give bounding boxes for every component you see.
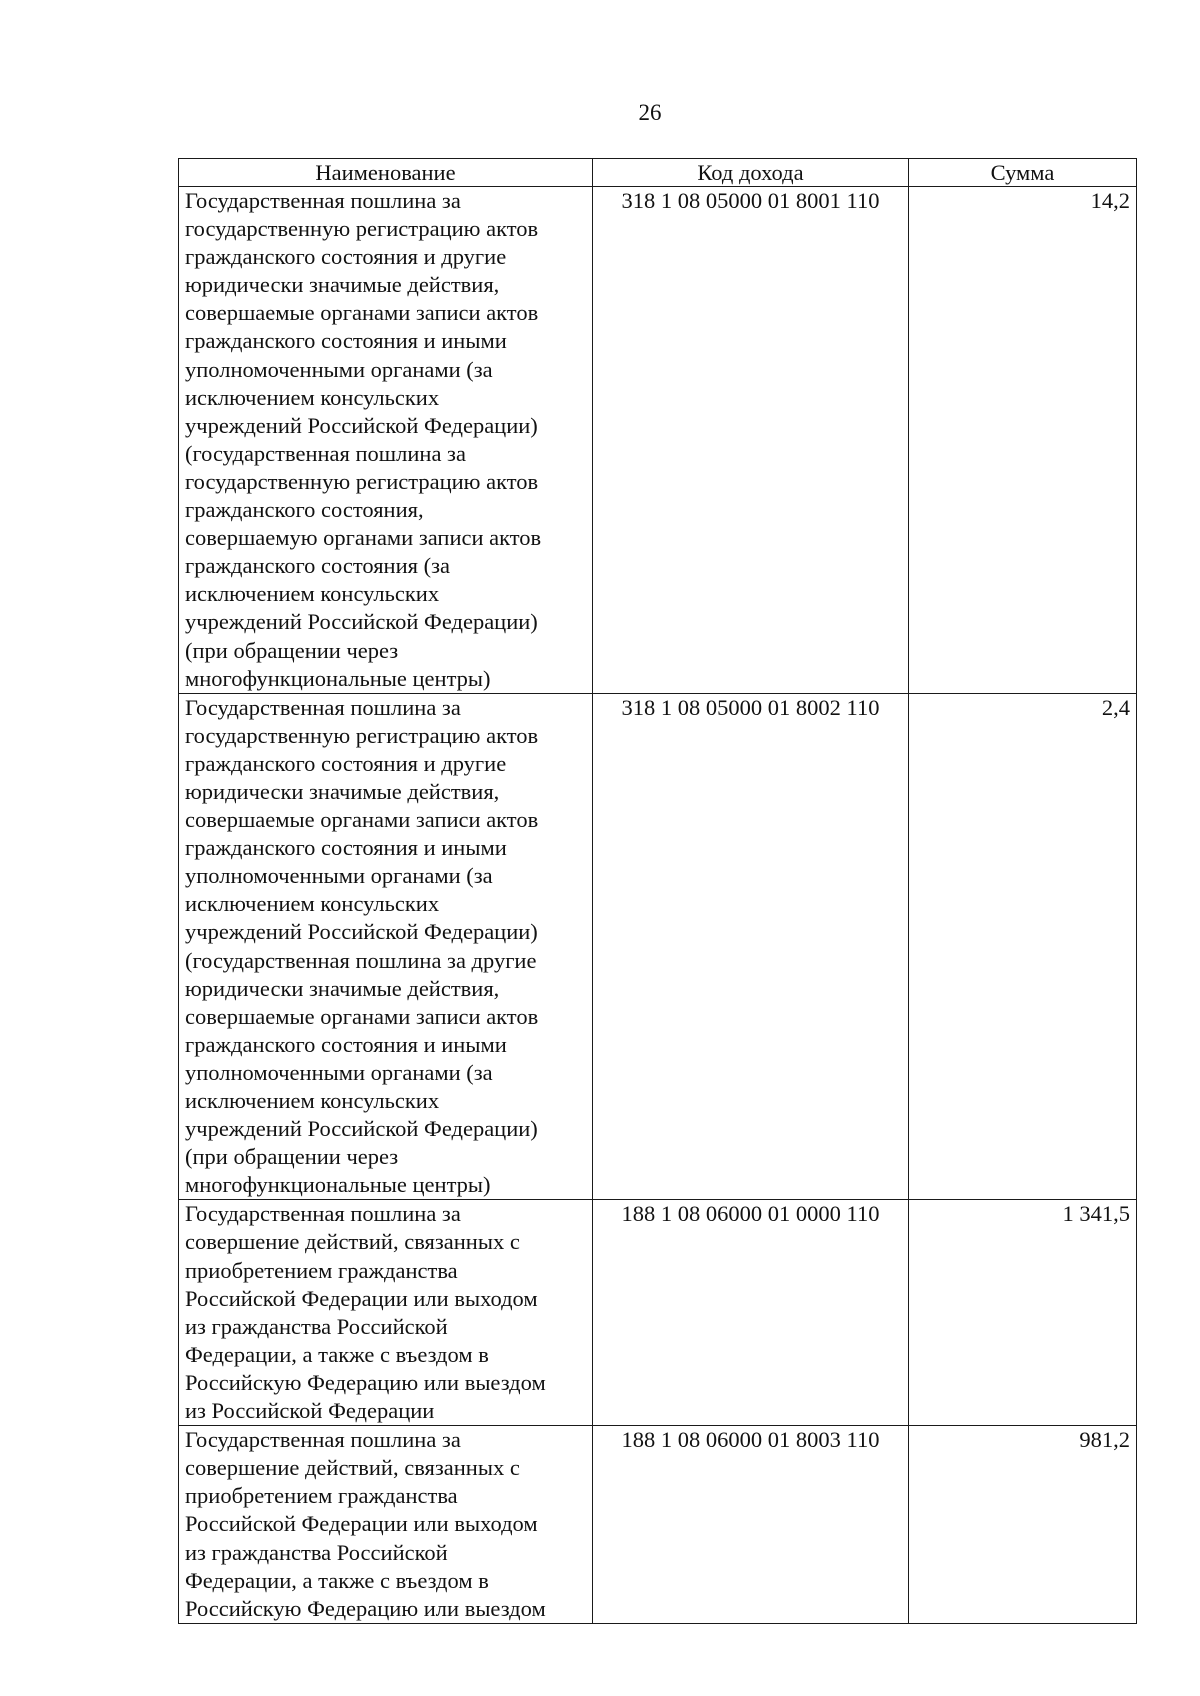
cell-code: 188 1 08 06000 01 8003 110 xyxy=(593,1426,909,1624)
cell-name xyxy=(179,187,593,694)
name-line: многофункциональные центры) xyxy=(185,665,491,691)
cell-name xyxy=(179,1200,593,1426)
cell-code: 318 1 08 05000 01 8001 110 xyxy=(593,187,909,694)
name-line: Российскую Федерацию или выездом xyxy=(185,1369,546,1395)
name-line: (при обращении через xyxy=(185,1144,399,1170)
cell-sum: 14,2 xyxy=(909,187,1137,694)
name-line: учреждений Российской Федерации) xyxy=(185,919,538,945)
name-line: совершаемые органами записи актов xyxy=(185,807,539,833)
name-line: учреждений Российской Федерации) xyxy=(185,1116,538,1142)
cell-sum: 1 341,5 xyxy=(909,1200,1137,1426)
name-line: исключением консульских xyxy=(185,384,440,410)
table-row xyxy=(179,187,1137,694)
name-line: гражданского состояния и иными xyxy=(185,1031,507,1057)
name-line: гражданского состояния и другие xyxy=(185,750,507,776)
revenue-table xyxy=(178,158,1137,1624)
name-line: гражданского состояния, xyxy=(185,497,424,523)
name-line: гражданского состояния и иными xyxy=(185,835,507,861)
name-line: из Российской Федерации xyxy=(185,1398,435,1424)
name-line: Федерации, а также с въездом в xyxy=(185,1341,489,1367)
name-line: Российской Федерации или выходом xyxy=(185,1285,538,1311)
cell-name xyxy=(179,1426,593,1624)
name-line: уполномоченными органами (за xyxy=(185,1059,493,1085)
name-line: уполномоченными органами (за xyxy=(185,863,493,889)
name-line: гражданского состояния и другие xyxy=(185,244,507,270)
name-line: гражданского состояния и иными xyxy=(185,328,507,354)
name-line: Государственная пошлина за xyxy=(185,694,461,720)
name-line: многофункциональные центры) xyxy=(185,1172,491,1198)
name-line: юридически значимые действия, xyxy=(185,778,500,804)
name-line: государственную регистрацию актов xyxy=(185,722,539,748)
name-line: учреждений Российской Федерации) xyxy=(185,609,538,635)
table-row xyxy=(179,693,1137,1200)
table-row xyxy=(179,1200,1137,1426)
name-line: юридически значимые действия, xyxy=(185,975,500,1001)
header-name: Наименование xyxy=(179,159,593,187)
name-line: совершаемую органами записи актов xyxy=(185,525,542,551)
name-line: уполномоченными органами (за xyxy=(185,356,493,382)
cell-name xyxy=(179,693,593,1200)
name-line: приобретением гражданства xyxy=(185,1257,458,1283)
header-code: Код дохода xyxy=(593,159,909,187)
name-line: из гражданства Российской xyxy=(185,1539,448,1565)
name-line: Государственная пошлина за xyxy=(185,1427,461,1453)
name-line: исключением консульских xyxy=(185,581,440,607)
name-line: государственную регистрацию актов xyxy=(185,468,539,494)
name-line: совершаемые органами записи актов xyxy=(185,1003,539,1029)
table-header-row xyxy=(179,159,1137,187)
name-line: Государственная пошлина за xyxy=(185,1201,461,1227)
cell-sum: 981,2 xyxy=(909,1426,1137,1624)
name-line: Государственная пошлина за xyxy=(185,188,461,213)
name-line: учреждений Российской Федерации) xyxy=(185,412,538,438)
name-line: (государственная пошлина за другие xyxy=(185,947,537,973)
cell-code: 188 1 08 06000 01 0000 110 xyxy=(593,1200,909,1426)
page-number: 26 xyxy=(638,100,662,125)
name-line: государственную регистрацию актов xyxy=(185,216,539,242)
header-sum: Сумма xyxy=(909,159,1137,187)
name-line: совершение действий, связанных с xyxy=(185,1229,520,1255)
name-line: Федерации, а также с въездом в xyxy=(185,1567,489,1593)
cell-sum: 2,4 xyxy=(909,693,1137,1200)
name-line: гражданского состояния (за xyxy=(185,553,450,579)
name-line: Российскую Федерацию или выездом xyxy=(185,1595,546,1621)
name-line: совершаемые органами записи актов xyxy=(185,300,539,326)
table-row xyxy=(179,1426,1137,1624)
name-line: исключением консульских xyxy=(185,1088,440,1113)
name-line: совершение действий, связанных с xyxy=(185,1455,520,1481)
name-line: исключением консульских xyxy=(185,891,440,917)
name-line: из гражданства Российской xyxy=(185,1313,448,1339)
cell-code: 318 1 08 05000 01 8002 110 xyxy=(593,693,909,1200)
name-line: приобретением гражданства xyxy=(185,1483,458,1509)
name-line: Российской Федерации или выходом xyxy=(185,1511,538,1537)
table-body xyxy=(179,187,1137,1624)
name-line: юридически значимые действия, xyxy=(185,272,500,298)
name-line: (при обращении через xyxy=(185,637,399,663)
name-line: (государственная пошлина за xyxy=(185,440,466,466)
